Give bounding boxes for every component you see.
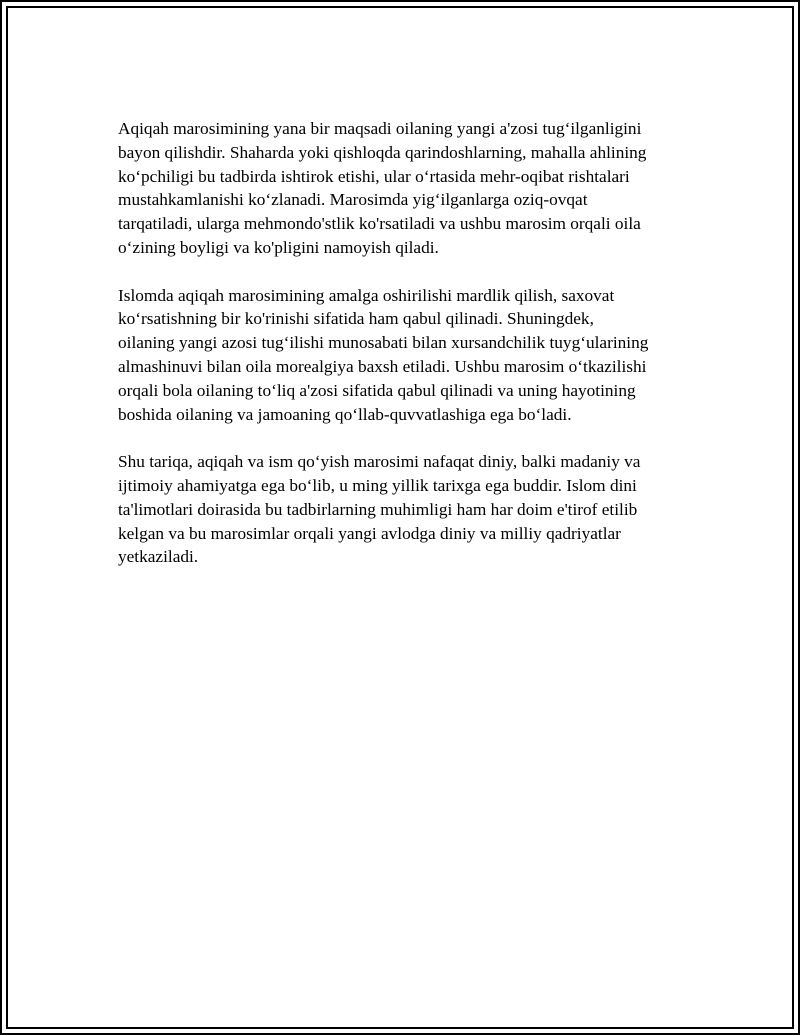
document-body [118,117,698,593]
text-line: o‘zining boyligi va ko'pligini namoyish qiladi. [118,237,439,257]
text-line: tarqatiladi, ularga mehmondo'stlik ko'rsatiladi va ushbu marosim orqali oila [118,214,641,234]
paragraph-3 [118,450,698,569]
text-line: oilaning yangi azosi tug‘ilishi munosabati bilan xursandchilik tuyg‘ularining [118,333,649,353]
text-line: almashinuvi bilan oila morealgiya baxsh etiladi. Ushbu marosim o‘tkazilishi [118,356,647,376]
text-line: ko‘rsatishning bir ko'rinishi sifatida ham qabul qilinadi. Shuningdek, [118,309,594,329]
text-line: ta'limotlari doirasida bu tadbirlarning muhimligi ham har doim e'tirof etilib [118,499,638,519]
text-line: kelgan va bu marosimlar orqali yangi avlodga diniy va milliy qadriyatlar [118,523,621,543]
text-line: Aqiqah marosimining yana bir maqsadi oilaning yangi a'zosi tug‘ilganligini [118,119,642,138]
text-line: ko‘pchiligi bu tadbirda ishtirok etishi, ular o‘rtasida mehr-oqibat rishtalari [118,166,630,186]
text-line: boshida oilaning va jamoaning qo‘llab-quvvatlashiga ega bo‘ladi. [118,404,572,424]
paragraph-2 [118,284,698,427]
text-line: mustahkamlanishi ko‘zlanadi. Marosimda yig‘ilganlarga oziq-ovqat [118,190,588,210]
text-line: orqali bola oilaning to‘liq a'zosi sifatida qabul qilinadi va uning hayotining [118,380,636,400]
text-line: yetkaziladi. [118,547,199,567]
paragraph-1 [118,117,698,260]
text-line: Islomda aqiqah marosimining amalga oshirilishi mardlik qilish, saxovat [118,285,615,305]
text-line: ijtimoiy ahamiyatga ega bo‘lib, u ming yillik tarixga ega buddir. Islom dini [118,475,637,495]
text-line: bayon qilishdir. Shaharda yoki qishloqda qarindoshlarning, mahalla ahlining [118,142,647,162]
text-line: Shu tariqa, aqiqah va ism qo‘yish marosimi nafaqat diniy, balki madaniy va [118,452,641,472]
